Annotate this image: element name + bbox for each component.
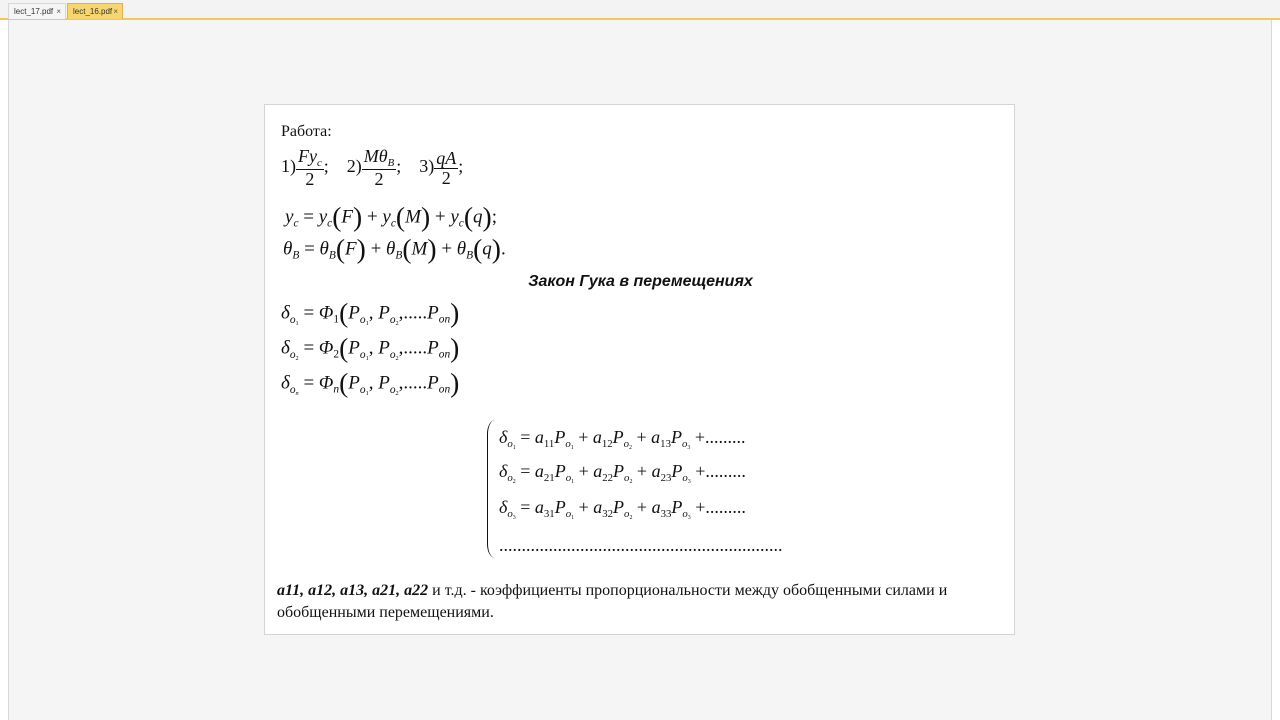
close-icon[interactable]: ×	[56, 7, 61, 16]
system-row-dots: ...............................................................	[499, 535, 783, 555]
coefficients-text: и т.д. - коэффициенты пропорциональности между обобщенными силами и обобщенными перемещениями.	[277, 582, 948, 621]
tab-lect-16[interactable]	[67, 3, 123, 19]
coefficients-bold: a11, a12, a13, a21, a22	[277, 582, 429, 599]
system-row-2: $\delta_{o2} = a_{21}P_{o1} + a_{22}P_{o2} + a_{23}P_{o3}$ +.........	[499, 461, 746, 485]
tab-label: lect_16.pdf	[73, 7, 113, 16]
hooke-eq-n: $\delta_{on} = \Phi_n(P_{o1}$, $P_{o2},.....P_{on}$)	[281, 367, 460, 398]
hooke-eq-2: $\delta_{o2} = \Phi_2(P_{o1}$, $P_{o2},.....P_{on}$)	[281, 332, 460, 363]
formula-theta: $\theta_B = \theta_B(F) + \theta_B(M) + \theta_B(q)$.	[283, 233, 506, 264]
section-heading: Закон Гука в перемещениях	[528, 273, 753, 290]
tab-label: lect_17.pdf	[14, 7, 54, 16]
coefficients-note	[277, 580, 1007, 624]
tab-lect-17[interactable]	[8, 3, 66, 19]
system-row-3: $\delta_{o3} = a_{31}P_{o1} + a_{32}P_{o2} + a_{33}P_{o3}$ +.........	[499, 497, 746, 521]
work-formulas: 1) $\frac{Fy_c}{2}$ ; 2) $\frac{M\theta_B}{2}$ ; 3) $\frac{qA}{2}$ ;	[281, 146, 464, 190]
hooke-eq-1: $\delta_{o1} = \Phi_1(P_{o1}$, $P_{o2},.....P_{on}$)	[281, 297, 460, 328]
pdf-page	[264, 104, 1015, 635]
formula-yc: $y_c = y_c(F) + y_c(M) + y_c(q)$;	[285, 201, 497, 232]
tab-bar	[0, 0, 1280, 20]
system-row-1: $\delta_{o1} = a_{11}P_{o1} + a_{12}P_{o2} + a_{13}P_{o3}$ +.........	[499, 427, 746, 451]
system-brace	[487, 420, 497, 558]
work-label: Работа:	[281, 123, 332, 140]
close-icon[interactable]: ×	[113, 7, 118, 16]
